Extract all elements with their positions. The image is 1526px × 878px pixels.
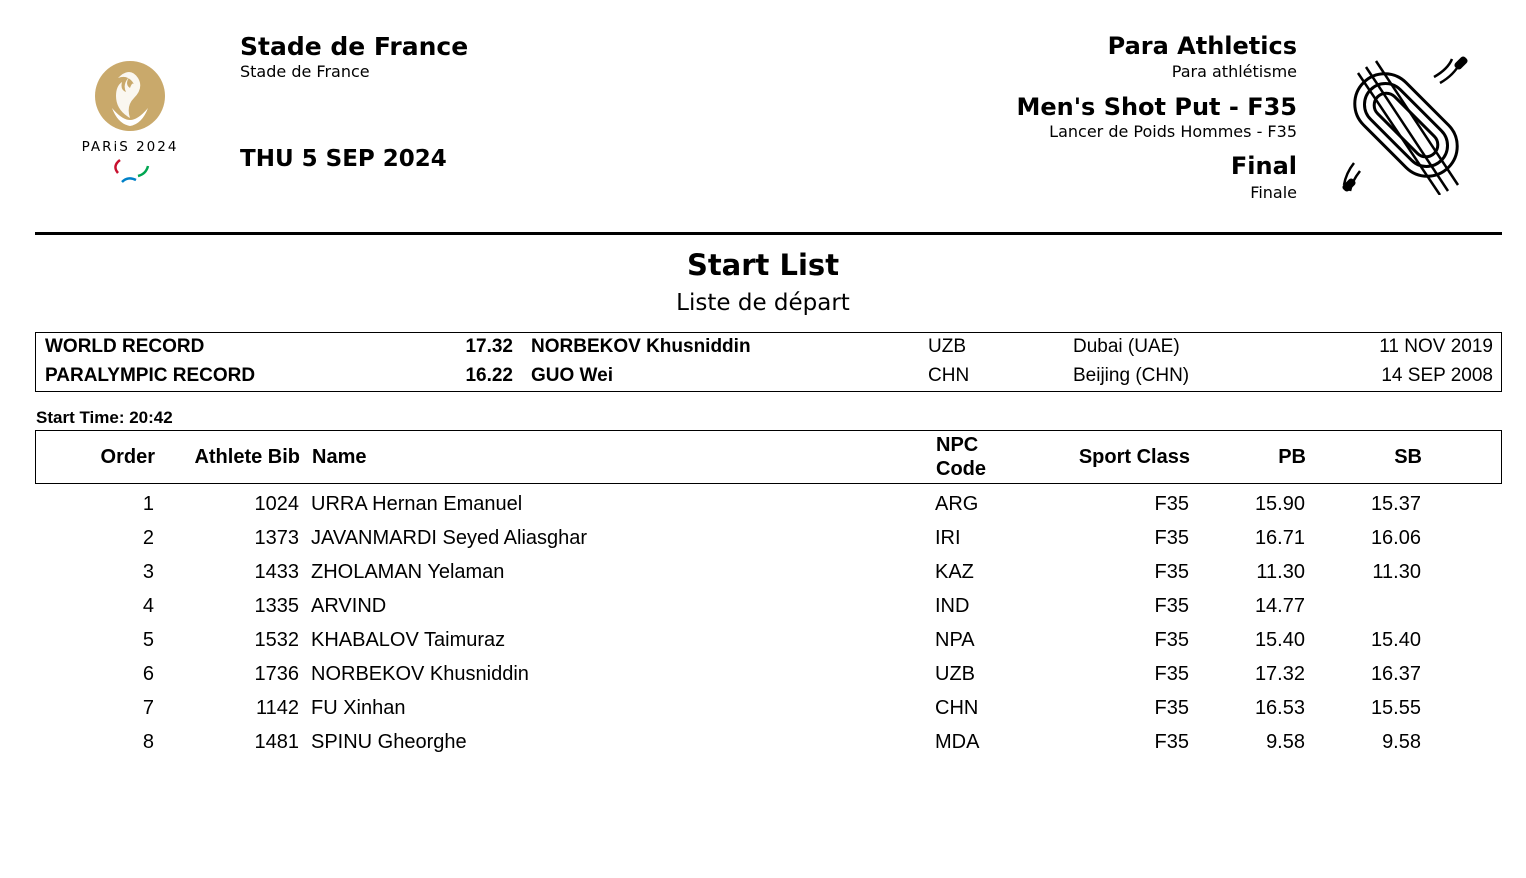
cell-sport-class: F35: [1154, 663, 1189, 685]
athletics-pictogram: [1336, 55, 1476, 195]
cell-name: URRA Hernan Emanuel: [311, 493, 523, 515]
cell-sb: 16.37: [1370, 663, 1421, 685]
col-order: Order: [100, 446, 155, 468]
cell-npc: MDA: [935, 731, 980, 753]
record-npc: CHN: [928, 365, 970, 386]
table-row: [35, 731, 1500, 765]
cell-pb: 11.30: [1256, 561, 1305, 583]
paris-2024-paralympic-logo: [72, 58, 192, 193]
cell-bib: 1373: [254, 527, 299, 549]
start-time: Start Time: 20:42: [36, 408, 173, 427]
phase-name: Final: [1230, 152, 1297, 180]
cell-pb: 15.40: [1254, 629, 1305, 651]
cell-bib: 1142: [255, 697, 299, 719]
col-athlete-bib: Athlete Bib: [194, 446, 300, 468]
record-date: 11 NOV 2019: [1379, 336, 1493, 357]
cell-npc: IND: [935, 595, 970, 617]
table-row: [35, 493, 1500, 527]
document-title-fr: Liste de départ: [676, 290, 850, 316]
cell-order: 7: [142, 697, 154, 719]
cell-name: FU Xinhan: [311, 697, 406, 719]
cell-pb: 9.58: [1266, 731, 1305, 753]
table-row: [35, 663, 1500, 697]
cell-sb: 15.55: [1370, 697, 1421, 719]
cell-sport-class: F35: [1154, 629, 1189, 651]
cell-order: 4: [142, 595, 154, 617]
record-label: WORLD RECORD: [45, 336, 205, 357]
col-npc-line2: Code: [936, 458, 986, 480]
cell-order: 8: [142, 731, 154, 753]
venue-name-fr: Stade de France: [240, 62, 370, 81]
col-sb: SB: [1394, 446, 1422, 468]
record-mark: 16.22: [465, 365, 513, 386]
cell-sb: 9.58: [1382, 731, 1421, 753]
cell-pb: 16.71: [1254, 527, 1305, 549]
table-row: [35, 561, 1500, 595]
cell-npc: IRI: [935, 527, 961, 549]
sport-name: Para Athletics: [1107, 32, 1297, 60]
cell-pb: 14.77: [1254, 595, 1305, 617]
table-row: [35, 697, 1500, 731]
header-divider: [35, 232, 1502, 235]
table-header: [35, 430, 1502, 484]
cell-sb: 15.40: [1370, 629, 1421, 651]
cell-bib: 1481: [254, 731, 299, 753]
cell-sport-class: F35: [1154, 731, 1189, 753]
record-place: Beijing (CHN): [1073, 365, 1190, 386]
cell-bib: 1736: [254, 663, 299, 685]
cell-bib: 1532: [254, 629, 299, 651]
event-date: THU 5 SEP 2024: [240, 146, 447, 172]
cell-sport-class: F35: [1154, 493, 1189, 515]
cell-npc: ARG: [935, 493, 979, 515]
cell-sb: 16.06: [1370, 527, 1421, 549]
cell-sb: 15.37: [1370, 493, 1421, 515]
cell-sport-class: F35: [1154, 595, 1189, 617]
cell-sport-class: F35: [1154, 561, 1189, 583]
athletics-track-icon: [1336, 55, 1476, 195]
cell-pb: 16.53: [1254, 697, 1305, 719]
cell-bib: 1024: [254, 493, 299, 515]
cell-order: 2: [142, 527, 154, 549]
col-name: Name: [312, 446, 367, 468]
cell-name: ZHOLAMAN Yelaman: [311, 561, 505, 583]
table-row: [35, 629, 1500, 663]
cell-name: JAVANMARDI Seyed Aliasghar: [311, 527, 588, 549]
record-athlete: NORBEKOV Khusniddin: [531, 336, 751, 357]
paris-2024-logo-icon: [72, 58, 192, 193]
cell-order: 1: [142, 493, 154, 515]
table-row: [35, 595, 1500, 629]
cell-npc: KAZ: [935, 561, 974, 583]
records-box: [35, 332, 1502, 392]
cell-name: NORBEKOV Khusniddin: [311, 663, 529, 685]
venue-name: Stade de France: [240, 32, 469, 61]
sport-name-fr: Para athlétisme: [1171, 62, 1297, 81]
cell-npc: UZB: [935, 663, 975, 685]
cell-name: KHABALOV Taimuraz: [311, 629, 506, 651]
cell-bib: 1433: [254, 561, 299, 583]
record-label: PARALYMPIC RECORD: [45, 365, 256, 386]
record-place: Dubai (UAE): [1073, 336, 1180, 357]
cell-order: 6: [142, 663, 154, 685]
col-npc-line1: NPC: [936, 434, 979, 456]
cell-npc: NPA: [935, 629, 975, 651]
record-npc: UZB: [928, 336, 966, 357]
cell-bib: 1335: [254, 595, 299, 617]
cell-pb: 17.32: [1254, 663, 1305, 685]
cell-name: SPINU Gheorghe: [311, 731, 467, 753]
event-name: Men's Shot Put - F35: [1016, 93, 1297, 121]
cell-pb: 15.90: [1254, 493, 1305, 515]
cell-order: 3: [142, 561, 154, 583]
col-sport-class: Sport Class: [1078, 446, 1190, 468]
cell-sport-class: F35: [1154, 527, 1189, 549]
record-mark: 17.32: [465, 336, 513, 357]
cell-order: 5: [142, 629, 154, 651]
logo-wordmark: PARiS 2024: [81, 139, 179, 155]
event-name-fr: Lancer de Poids Hommes - F35: [1049, 122, 1297, 141]
record-athlete: GUO Wei: [531, 365, 613, 386]
cell-sb: 11.30: [1372, 561, 1421, 583]
document-title: Start List: [686, 248, 840, 282]
col-pb: PB: [1278, 446, 1306, 468]
phase-name-fr: Finale: [1250, 183, 1297, 202]
cell-npc: CHN: [935, 697, 979, 719]
cell-sport-class: F35: [1154, 697, 1189, 719]
table-row: [35, 527, 1500, 561]
record-date: 14 SEP 2008: [1381, 365, 1493, 386]
cell-name: ARVIND: [311, 595, 387, 617]
